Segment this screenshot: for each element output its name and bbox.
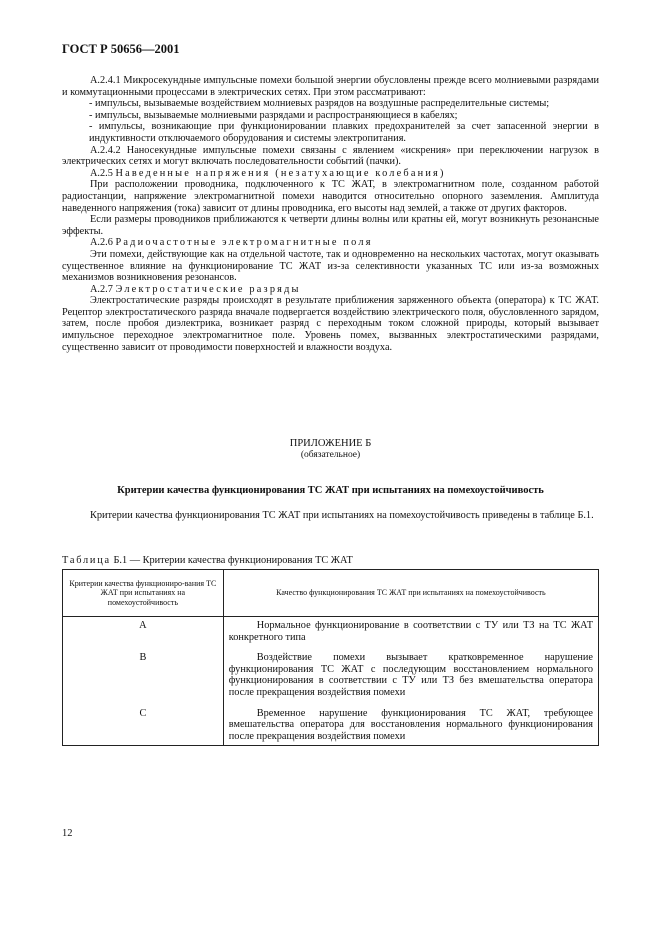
section-title: Радиочастотные электромагнитные поля	[115, 237, 373, 249]
table-row	[63, 651, 599, 698]
table-row	[63, 617, 599, 644]
section-title: Наведенные напряжения (незатухающие колебания)	[115, 167, 446, 179]
table-caption	[62, 555, 353, 567]
criterion-cell: A	[63, 617, 224, 644]
table-row	[63, 707, 599, 746]
paragraph: При расположении проводника, подключенного к ТС ЖАТ, в электромагнитном поле, созданном работой радиостанции, напряжение электромагнитной помехи наводится относительно опорного заземления. Амплитуда наведенного напряжения (тока) зависит от длины проводника, его высоты над землей, а также от других факторов.	[62, 179, 599, 214]
section-number: А.2.6	[90, 237, 113, 249]
section-number: А.2.5	[90, 167, 113, 179]
criterion-cell: B	[63, 651, 224, 698]
section-number: А.2.7	[90, 283, 113, 295]
paragraph: Электростатические разряды происходят в результате приближения заряженного объекта (оператора) к ТС ЖАТ. Рецептор электростатического разряда вначале подвергается воздействию электрического поля, обусловленного зарядом, затем, после пробоя диэлектрика, возникает разряд с переходным током сложной природы, который вызывает импульсное переходное электромагнитное поле. Уровень помех, вызванных электростатическими разрядами, существенно зависит от проводимости поверхностей и влажности воздуха.	[62, 295, 599, 353]
annex-label: ПРИЛОЖЕНИЕ Б	[289, 438, 372, 449]
paragraph: Если размеры проводников приближаются к четверти длины волны или кратны ей, могут возникнуть резонансные эффекты.	[62, 214, 599, 237]
list-item: - импульсы, вызываемые воздействием молниевых разрядов на воздушные распределительные системы;	[89, 98, 550, 110]
section-title: Электростатические разряды	[115, 283, 301, 295]
paragraph-a242: А.2.4.2 Наносекундные импульсные помехи связаны с явлением «искрения» при переключении нагрузок в электрических сетях и могут включать последовательности событий (пачки).	[62, 144, 599, 168]
table-caption-word: Таблица	[62, 555, 111, 566]
table-header-row	[63, 570, 599, 617]
annex-title: Критерии качества функционирования ТС ЖАТ при испытаниях на помехоустойчивость	[117, 485, 544, 496]
row-spacer	[63, 643, 599, 651]
table-caption-text: Б.1 — Критерии качества функционирования ТС ЖАТ	[113, 555, 353, 566]
section-heading-a25	[62, 168, 599, 180]
annex-intro: Критерии качества функционирования ТС ЖАТ при испытаниях на помехоустойчивость приведены в таблице Б.1.	[90, 510, 594, 521]
list-item: - импульсы, вызываемые молниевыми разрядами и распространяющиеся в кабелях;	[89, 109, 458, 121]
criteria-table	[62, 569, 599, 746]
section-heading-a26	[62, 237, 599, 249]
header-quality: Качество функционирования ТС ЖАТ при испытаниях на помехоустойчивость	[223, 570, 598, 617]
paragraph: Эти помехи, действующие как на отдельной частоте, так и одновременно на нескольких частотах, могут оказывать существенное влияние на функционирование ТС ЖАТ из-за селективности указанных ТС или из-за возможных механизмов возникновения резонансов.	[62, 248, 599, 284]
list-item: - импульсы, возникающие при функционировании плавких предохранителей за счет запасенной энергии в индуктивности отключаемого оборудования и системы электропитания.	[89, 121, 599, 144]
description-cell: Воздействие помехи вызывает кратковременное нарушение функционирования ТС ЖАТ с последующим восстановлением нормального функционирования в соответствии с ТУ или ТЗ без вмешательства оператора после прекращения воздействия помехи	[223, 651, 598, 698]
page-number: 12	[62, 828, 73, 839]
header-criterion: Критерии качества функциониро-вания ТС ЖАТ при испытаниях на помехоустойчивость	[63, 570, 224, 617]
paragraph-a241: А.2.4.1 Микросекундные импульсные помехи большой энергии обусловлены прежде всего молниевыми разрядами и коммутационными процессами в электрических сетях. При этом рассматривают:	[62, 75, 599, 98]
annex-status: (обязательное)	[300, 449, 361, 460]
section-heading-a27	[62, 284, 599, 296]
row-spacer	[63, 699, 599, 707]
description-cell: Временное нарушение функционирования ТС ЖАТ, требующее вмешательства оператора для восстановления нормального функционирования после прекращения воздействия помехи	[223, 707, 598, 746]
document-header: ГОСТ Р 50656—2001	[62, 42, 180, 56]
criterion-cell: C	[63, 707, 224, 746]
annex-b-heading	[62, 438, 599, 461]
annex-a-body	[62, 75, 599, 353]
description-cell: Нормальное функционирование в соответствии с ТУ или ТЗ на ТС ЖАТ конкретного типа	[223, 617, 598, 644]
